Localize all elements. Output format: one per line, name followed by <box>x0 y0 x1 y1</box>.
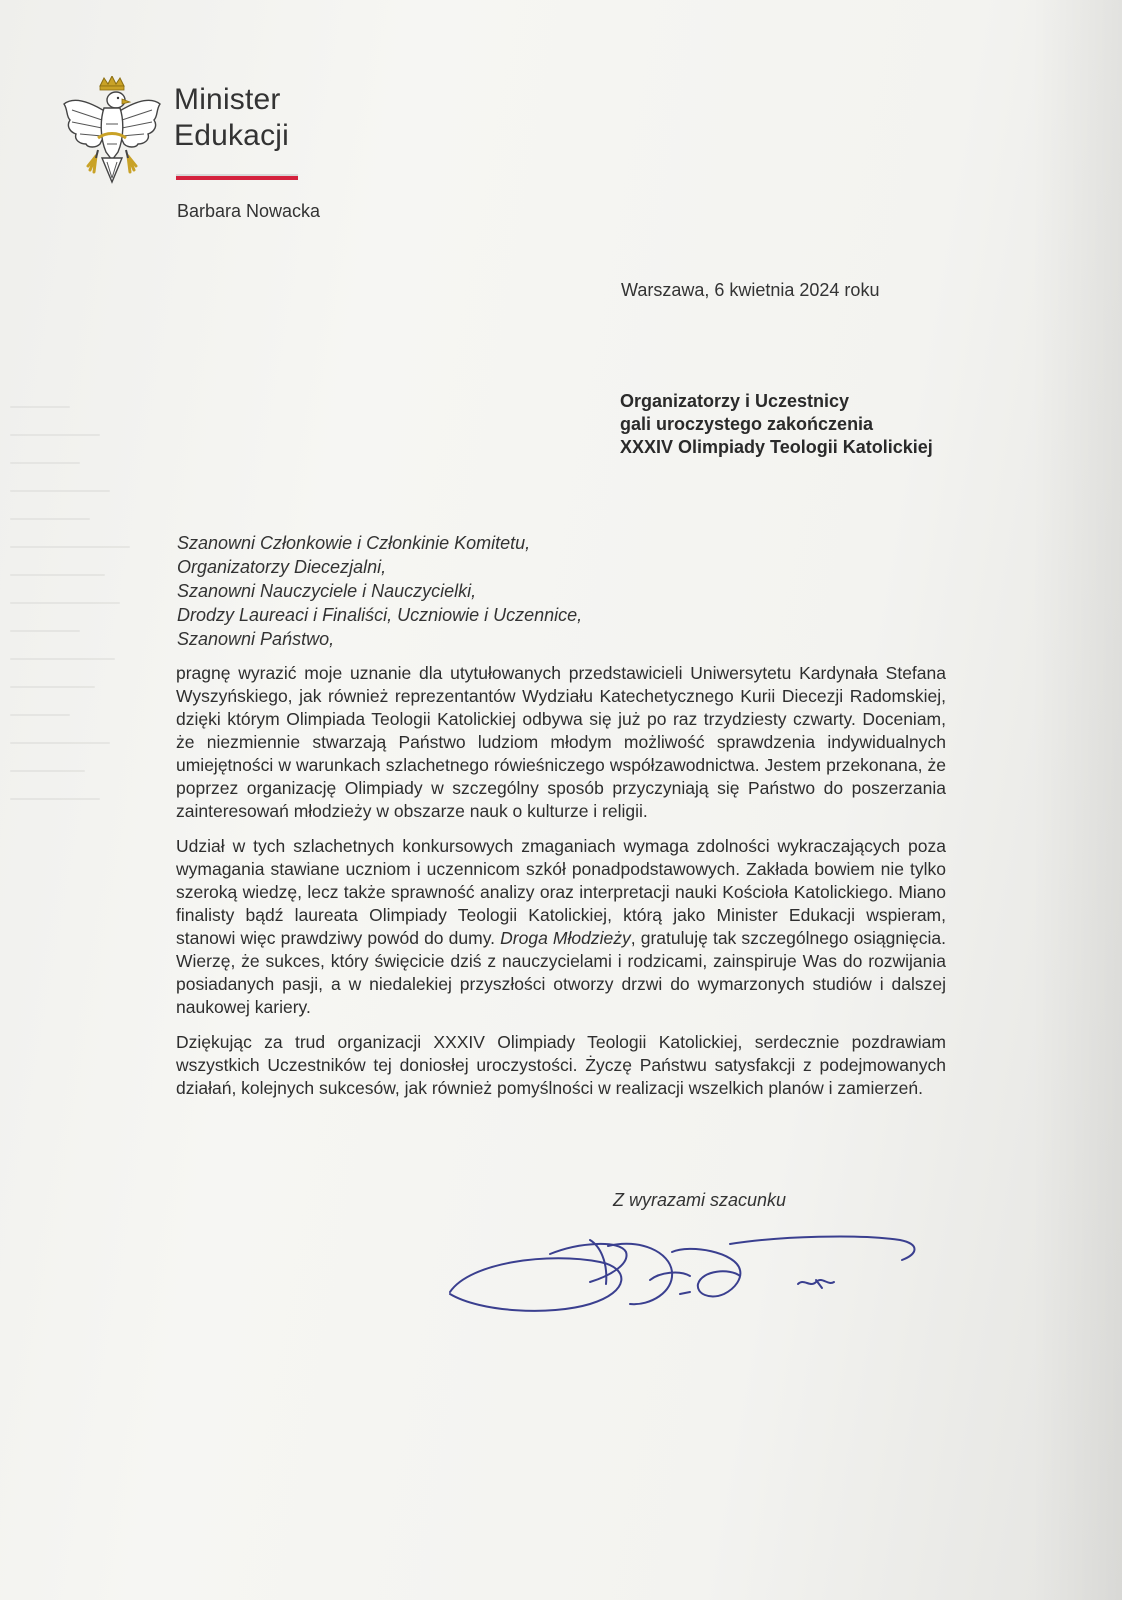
salutation-line: Szanowni Państwo, <box>177 629 335 649</box>
body-paragraph-2-start: Udział w tych szlachetnych konkursowych zmaganiach wymaga zdolności wykraczających poza wymagania stawiane uczniom i uczennicom szkół ponadpodstawowych. Zakłada bowiem nie tylko szeroką wiedzę, lecz także sprawność analizy oraz interpretacji nauki Kościoła Katolickiego. Miano finalisty bądź laureata Olimpiady Teologii Katolickiej, którą jako Minister Edukacji wspieram, stanowi więc prawdziwy powód do dumy. <box>176 836 946 948</box>
body-paragraph-1: pragnę wyrazić moje uznanie dla utytułowanych przedstawicieli Uniwersytetu Kardynała Stefana Wyszyńskiego, jak również reprezentantów Wydziału Katechetycznego Kurii Diecezji Radomskiej, dzięki którym Olimpiada Teologii Katolickiej odbywa się już po raz trzydziesty czwarty. Doceniam, że niezmiennie stwarzają Państwo ludziom młodym możliwość sprawdzenia indywidualnych umiejętności w warunkach szlachetnego rówieśniczego współzawodnictwa. Jestem przekonana, że poprzez organizację Olimpiady w szczególny sposób przyczyniają się Państwo do poszerzania zainteresowań młodzieży w obszarze nauk o kulturze i religii. <box>176 663 946 821</box>
handwritten-signature-icon <box>440 1232 940 1322</box>
letterhead-title <box>174 82 289 154</box>
salutation-block <box>177 531 582 651</box>
letterhead-title-line1: Minister <box>174 83 281 116</box>
minister-name: Barbara Nowacka <box>177 201 321 221</box>
letter-date: Warszawa, 6 kwietnia 2024 roku <box>621 280 880 300</box>
recipient-line2: gali uroczystego zakończenia <box>620 414 874 434</box>
page-shadow <box>1032 0 1122 1600</box>
salutation-line: Szanowni Członkowie i Członkinie Komitetu, <box>177 533 531 553</box>
flag-divider <box>176 174 298 180</box>
body-paragraph-2 <box>176 835 946 1019</box>
salutation-line: Drodzy Laureaci i Finaliści, Uczniowie i Uczennice, <box>177 605 583 625</box>
closing-phrase: Z wyrazami szacunku <box>613 1190 787 1210</box>
body-paragraph-2-italic: Droga Młodzieży <box>500 928 631 948</box>
polish-eagle-emblem-icon <box>60 76 164 190</box>
recipient-line3: XXXIV Olimpiady Teologii Katolickiej <box>620 437 933 457</box>
recipient-line1: Organizatorzy i Uczestnicy <box>620 391 850 411</box>
body-paragraph-2-end: , gratuluję tak szczególnego osiągnięcia. Wierzę, że sukces, który święcicie dziś z nauczycielami i rodzicami, zainspiruje Was do rozwijania posiadanych pasji, a w niedalekiej przyszłości otworzy drzwi do wymarzonych studiów i dalszej naukowej kariery. <box>176 928 946 1017</box>
salutation-line: Szanowni Nauczyciele i Nauczycielki, <box>177 581 477 601</box>
salutation-line: Organizatorzy Diecezjalni, <box>177 557 387 577</box>
letter-body <box>176 662 946 1112</box>
body-paragraph-3: Dziękując za trud organizacji XXXIV Olimpiady Teologii Katolickiej, serdecznie pozdrawiam wszystkich Uczestników tej doniosłej uroczystości. Życzę Państwu satysfakcji z podejmowanych działań, kolejnych sukcesów, jak również pomyślności w realizacji wszelkich planów i zamierzeń. <box>176 1032 946 1098</box>
recipient-block <box>620 390 933 459</box>
show-through-marks <box>0 380 160 1080</box>
letterhead-title-line2: Edukacji <box>174 119 289 152</box>
